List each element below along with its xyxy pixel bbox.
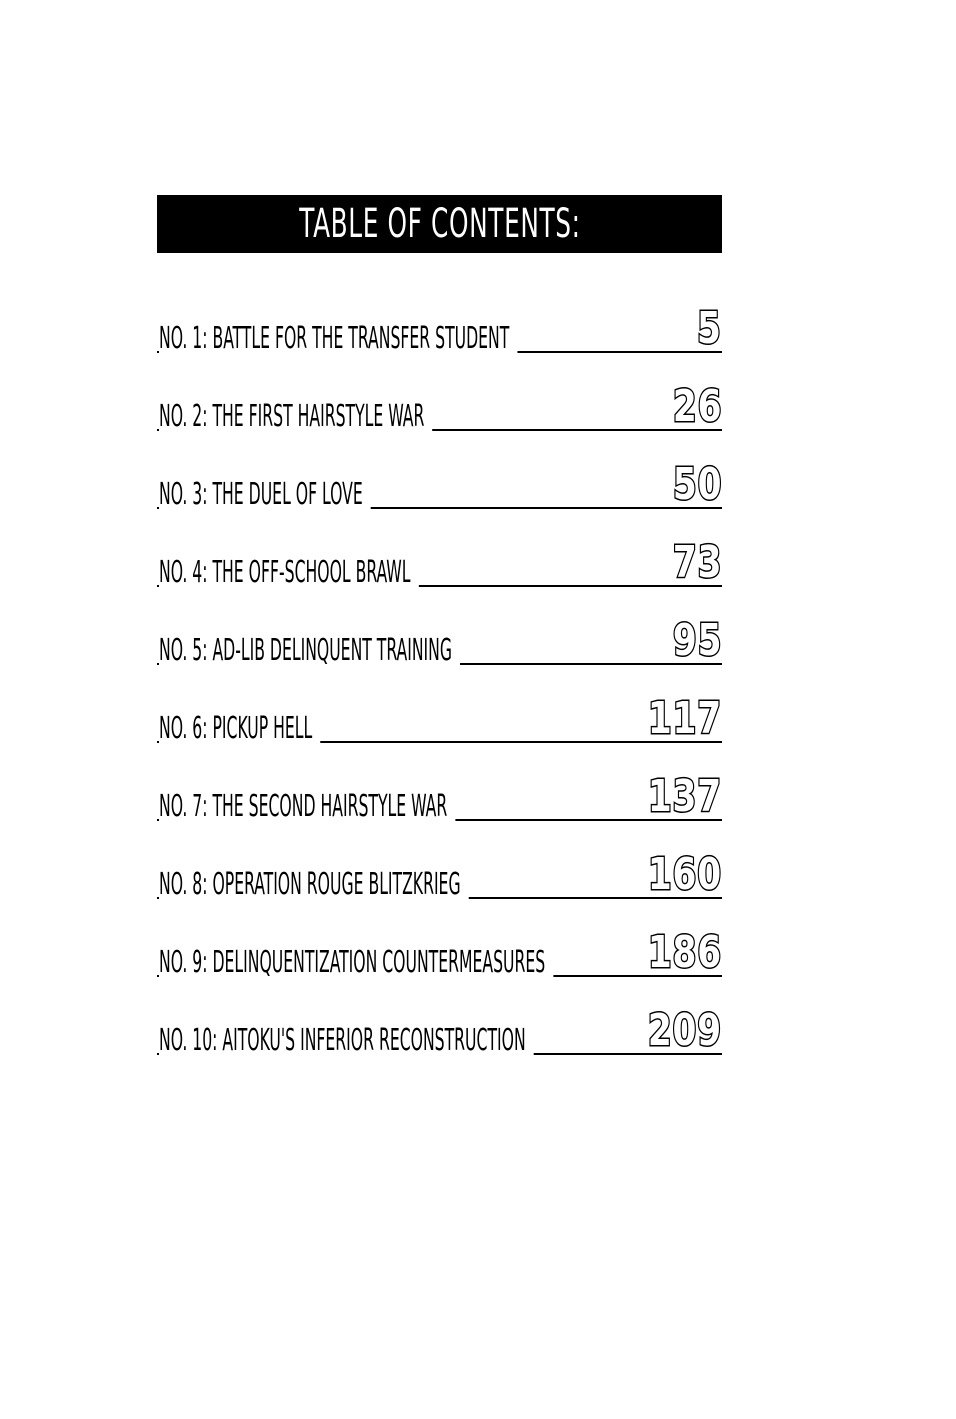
page-number: 73 xyxy=(668,541,722,585)
chapter-title: NO. 7: THE SECOND HAIRSTYLE WAR xyxy=(159,791,455,823)
chapter-title: NO. 5: AD-LIB DELINQUENT TRAINING xyxy=(159,635,460,667)
page-number: 95 xyxy=(668,619,722,663)
page-number: 186 xyxy=(643,931,722,975)
chapter-title: NO. 4: THE OFF-SCHOOL BRAWL xyxy=(159,557,419,589)
toc-entry-1 xyxy=(157,300,722,378)
toc-list xyxy=(157,300,722,1080)
toc-entry-4 xyxy=(157,534,722,612)
toc-entry-8 xyxy=(157,846,722,924)
toc-entry-9 xyxy=(157,924,722,1002)
chapter-title: NO. 1: BATTLE FOR THE TRANSFER STUDENT xyxy=(159,323,517,355)
page-number: 160 xyxy=(643,853,722,897)
chapter-title: NO. 8: OPERATION ROUGE BLITZKRIEG xyxy=(159,869,469,901)
page-title: TABLE OF CONTENTS: xyxy=(298,201,581,247)
toc-entry-10 xyxy=(157,1002,722,1080)
toc-entry-6 xyxy=(157,690,722,768)
page-number: 5 xyxy=(693,307,722,351)
toc-entry-7 xyxy=(157,768,722,846)
chapter-title: NO. 6: PICKUP HELL xyxy=(159,713,320,745)
toc-title-bar xyxy=(157,195,722,253)
page-number: 209 xyxy=(643,1009,722,1053)
page-number: 26 xyxy=(668,385,722,429)
page-number: 137 xyxy=(643,775,722,819)
toc-entry-2 xyxy=(157,378,722,456)
toc-entry-3 xyxy=(157,456,722,534)
chapter-title: NO. 10: AITOKU'S INFERIOR RECONSTRUCTION xyxy=(159,1025,534,1057)
chapter-title: NO. 3: THE DUEL OF LOVE xyxy=(159,479,371,511)
page-number: 50 xyxy=(668,463,722,507)
chapter-title: NO. 2: THE FIRST HAIRSTYLE WAR xyxy=(159,401,432,433)
toc-entry-5 xyxy=(157,612,722,690)
chapter-title: NO. 9: DELINQUENTIZATION COUNTERMEASURES xyxy=(159,947,553,979)
page-number: 117 xyxy=(643,697,722,741)
